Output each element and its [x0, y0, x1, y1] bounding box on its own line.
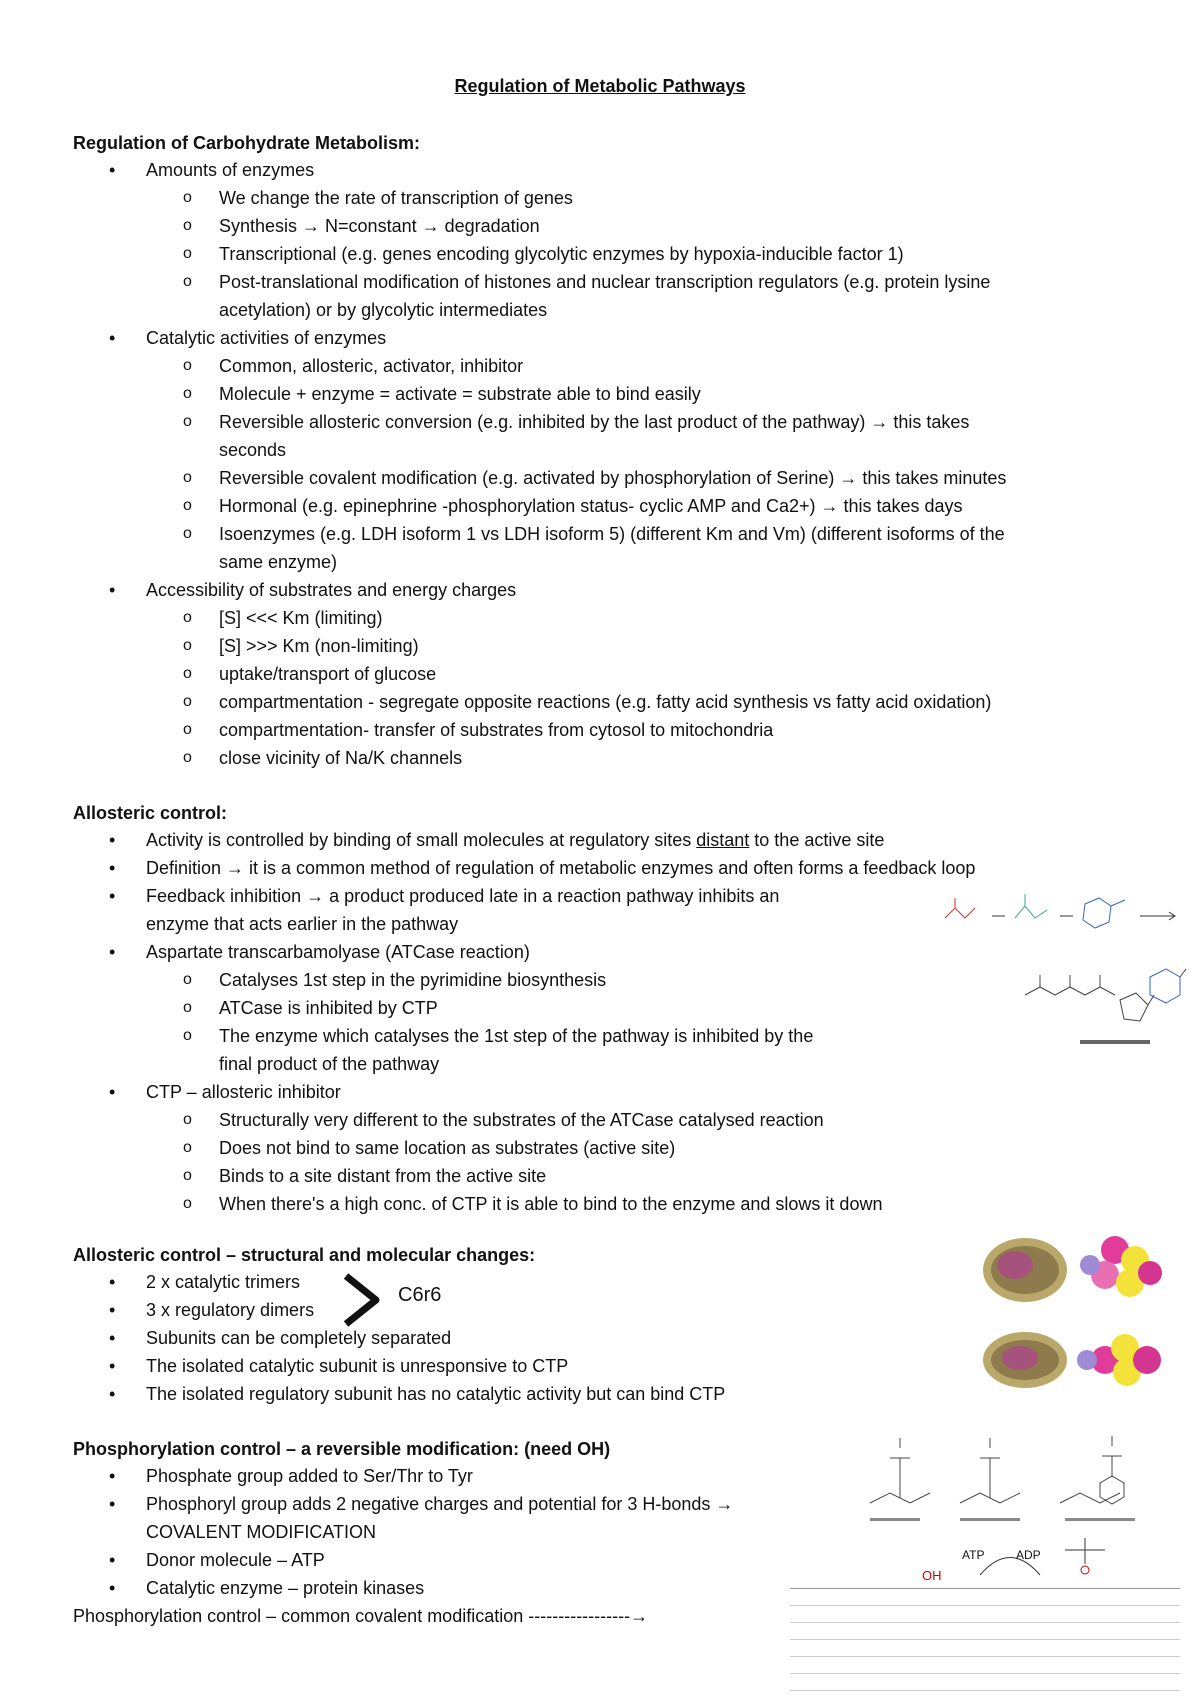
sub-bullet: o [S] <<< Km (limiting): [73, 604, 1153, 632]
sub-bullet: o compartmentation- transfer of substrates from cytosol to mitochondria: [73, 716, 1153, 744]
atcase-structure-figure-top: [975, 1225, 1175, 1315]
adp-label: ADP: [1016, 1548, 1041, 1562]
bullet: • The isolated catalytic subunit is unresponsive to CTP: [73, 1352, 1153, 1380]
underlined-word: distant: [696, 830, 750, 850]
section-heading: Allosteric control – structural and molecular changes:: [73, 1245, 536, 1265]
continuation: enzyme that acts earlier in the pathway: [146, 914, 459, 934]
sub-bullet: o Reversible allosteric conversion (e.g. inhibited by the last product of the pathway) → this takes: [73, 408, 1153, 436]
section-heading: Regulation of Carbohydrate Metabolism:: [73, 133, 421, 153]
sub-bullet: o Catalyses 1st step in the pyrimidine biosynthesis: [73, 966, 1153, 994]
bullet: • Feedback inhibition → a product produced late in a reaction pathway inhibits an: [73, 882, 1153, 910]
bullet: • The isolated regulatory subunit has no catalytic activity but can bind CTP: [73, 1380, 1153, 1408]
section-heading: Phosphorylation control – a reversible modification: (need OH): [73, 1439, 611, 1459]
bullet: • Catalytic enzyme – protein kinases: [73, 1574, 1153, 1602]
bullet: • Donor molecule – ATP: [73, 1546, 1153, 1574]
section-carbohydrate: [73, 130, 1153, 772]
sub-bullet: o close vicinity of Na/K channels: [73, 744, 1153, 772]
sub-bullet: o Structurally very different to the substrates of the ATCase catalysed reaction: [73, 1106, 1153, 1134]
sub-bullet: o Isoenzymes (e.g. LDH isoform 1 vs LDH isoform 5) (different Km and Vm) (different isoforms of the: [73, 520, 1153, 548]
sub-bullet: o Hormonal (e.g. epinephrine -phosphorylation status- cyclic AMP and Ca2+) → this takes days: [73, 492, 1153, 520]
sub-bullet: o Common, allosteric, activator, inhibitor: [73, 352, 1153, 380]
mini-table: [790, 1588, 1180, 1693]
sub-bullet: o ATCase is inhibited by CTP: [73, 994, 1153, 1022]
continuation: final product of the pathway: [219, 1054, 440, 1074]
continuation: acetylation) or by glycolytic intermediates: [219, 300, 548, 320]
bullet: • Amounts of enzymes: [73, 156, 1153, 184]
sub-bullet: o Synthesis → N=constant → degradation: [73, 212, 1153, 240]
bullet: [73, 826, 1153, 854]
oh-label: OH: [922, 1568, 942, 1583]
phospho-amino-acids-figure: [850, 1428, 1170, 1528]
pathway-molecules-figure: [935, 888, 1185, 958]
text-part: Activity is controlled by binding of small molecules at regulatory sites: [146, 830, 697, 850]
sub-bullet: o uptake/transport of glucose: [73, 660, 1153, 688]
bullet: • Catalytic activities of enzymes: [73, 324, 1153, 352]
atcase-structure-figure-bottom: [975, 1320, 1175, 1400]
brace-label: C6r6: [398, 1284, 442, 1306]
sub-bullet: o Binds to a site distant from the active site: [73, 1162, 1153, 1190]
bullet: • Subunits can be completely separated: [73, 1324, 1153, 1352]
section-heading: Allosteric control:: [73, 803, 228, 823]
bullet: • CTP – allosteric inhibitor: [73, 1078, 1153, 1106]
sub-bullet: o When there's a high conc. of CTP it is able to bind to the enzyme and slows it down: [73, 1190, 1153, 1218]
section-allosteric: [73, 800, 1153, 1218]
page-title: Regulation of Metabolic Pathways: [454, 76, 746, 96]
bullet: • Aspartate transcarbamolyase (ATCase reaction): [73, 938, 1153, 966]
atp-label: ATP: [962, 1548, 985, 1562]
sub-bullet: o Reversible covalent modification (e.g. activated by phosphorylation of Serine) → this takes minutes: [73, 464, 1153, 492]
bullet: • Accessibility of substrates and energy charges: [73, 576, 1153, 604]
continuation: seconds: [219, 440, 287, 460]
sub-bullet: o compartmentation - segregate opposite reactions (e.g. fatty acid synthesis vs fatty acid oxidation): [73, 688, 1153, 716]
bullet: • Definition → it is a common method of regulation of metabolic enzymes and often forms a feedback loop: [73, 854, 1153, 882]
sub-bullet: o [S] >>> Km (non-limiting): [73, 632, 1153, 660]
sub-bullet: o Post-translational modification of histones and nuclear transcription regulators (e.g. protein lysine: [73, 268, 1153, 296]
ctp-structure-figure: [1020, 955, 1190, 1050]
sub-bullet: o Molecule + enzyme = activate = substrate able to bind easily: [73, 380, 1153, 408]
sub-bullet: o Does not bind to same location as substrates (active site): [73, 1134, 1153, 1162]
covalent-modification-table-figure: [790, 1588, 1180, 1693]
bullet: • Phosphoryl group adds 2 negative charges and potential for 3 H-bonds →: [73, 1490, 1153, 1518]
continuation: same enzyme): [219, 552, 338, 572]
phosphate-transfer-figure: [955, 1530, 1115, 1580]
sub-bullet: o The enzyme which catalyses the 1st step of the pathway is inhibited by the: [73, 1022, 1153, 1050]
continuation: COVALENT MODIFICATION: [146, 1522, 377, 1542]
sub-bullet: o Transcriptional (e.g. genes encoding glycolytic enzymes by hypoxia-inducible factor 1): [73, 240, 1153, 268]
text-part: to the active site: [749, 830, 885, 850]
sub-bullet: o We change the rate of transcription of genes: [73, 184, 1153, 212]
brace-icon: [342, 1272, 382, 1328]
text-line: Phosphorylation control – common covalent modification -----------------→: [73, 1606, 649, 1626]
bullet: • 2 x catalytic trimers: [73, 1268, 1153, 1296]
bullet: • 3 x regulatory dimers: [73, 1296, 1153, 1324]
bullet: • Phosphate group added to Ser/Thr to Tyr: [73, 1462, 1153, 1490]
